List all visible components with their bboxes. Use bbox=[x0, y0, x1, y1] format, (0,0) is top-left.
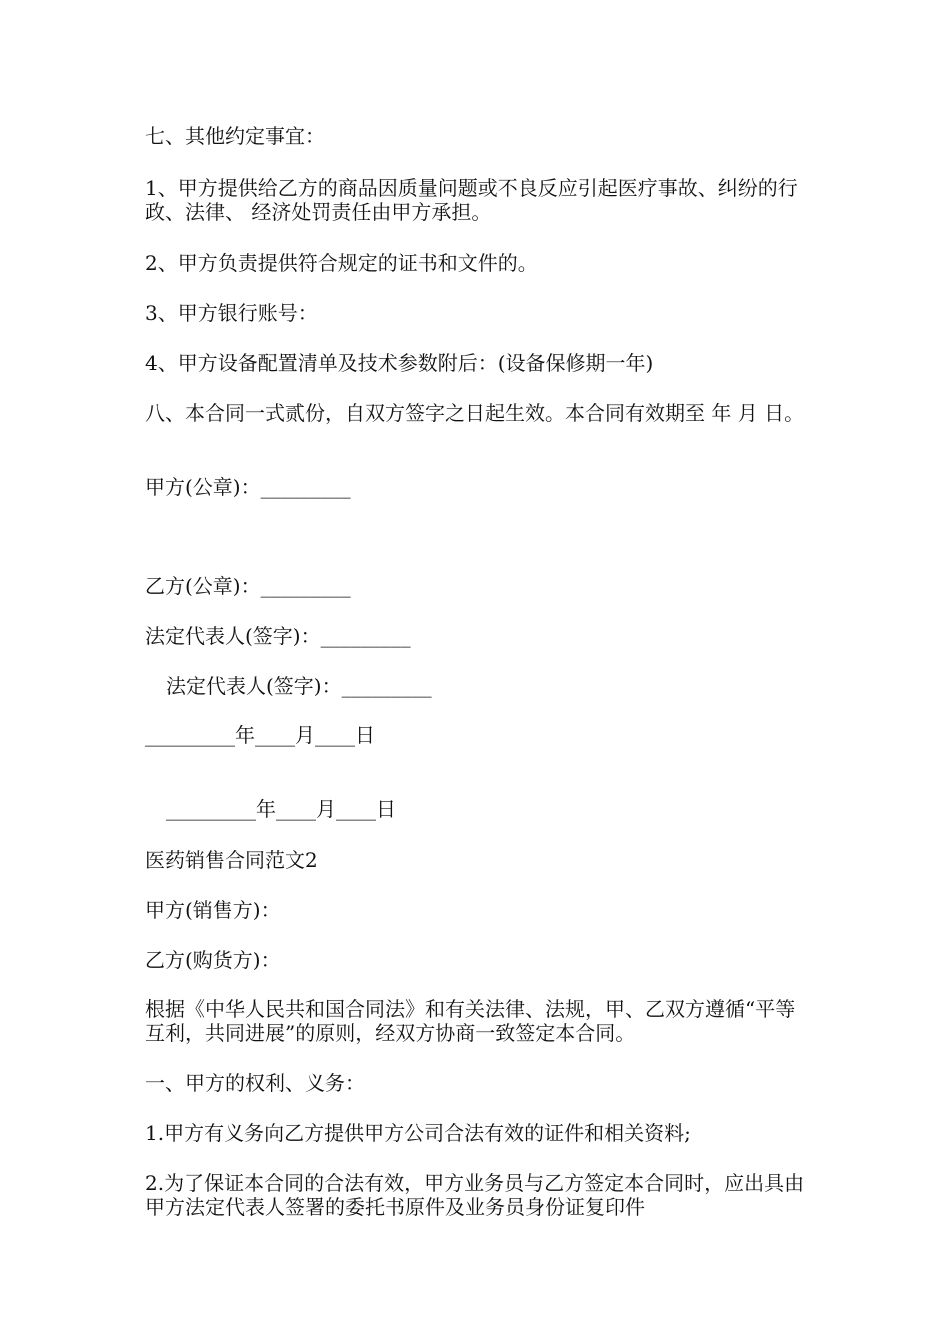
preamble-paragraph: 根据《中华人民共和国合同法》和有关法律、法规，甲、乙双方遵循“平等互利，共同进展”的原则，经双方协商一致签定本合同。 bbox=[145, 997, 796, 1045]
clause-7-1: 1、甲方提供给乙方的商品因质量问题或不良反应引起医疗事故、纠纷的行政、法律、 经济处罚责任由甲方承担。 bbox=[145, 176, 798, 224]
party-b-buyer-line: 乙方(购货方)： bbox=[145, 948, 281, 972]
section-1-heading: 一、甲方的权利、义务： bbox=[145, 1071, 365, 1095]
legal-rep-signature-line-a: 法定代表人(签字)：_________ bbox=[145, 624, 411, 648]
date-line-b: _________年____月____日 bbox=[166, 797, 396, 821]
party-b-seal-line: 乙方(公章)：_________ bbox=[145, 574, 351, 598]
contract-title-2: 医药销售合同范文2 bbox=[145, 848, 318, 872]
clause-1-2: 2.为了保证本合同的合法有效，甲方业务员与乙方签定本合同时，应出具由甲方法定代表人签署的委托书原件及业务员身份证复印件 bbox=[145, 1171, 805, 1219]
date-line-a: _________年____月____日 bbox=[145, 723, 375, 747]
clause-7-4: 4、甲方设备配置清单及技术参数附后：(设备保修期一年) bbox=[145, 351, 654, 375]
legal-rep-signature-line-b: 法定代表人(签字)：_________ bbox=[166, 674, 432, 698]
section-7-heading: 七、其他约定事宜： bbox=[145, 124, 325, 148]
clause-7-3: 3、甲方银行账号： bbox=[145, 301, 318, 325]
section-8-paragraph: 八、本合同一式贰份，自双方签字之日起生效。本合同有效期至 年 月 日。 bbox=[145, 401, 805, 425]
clause-1-1: 1.甲方有义务向乙方提供甲方公司合法有效的证件和相关资料; bbox=[145, 1121, 691, 1145]
party-a-seller-line: 甲方(销售方)： bbox=[145, 898, 281, 922]
party-a-seal-line: 甲方(公章)：_________ bbox=[145, 475, 351, 499]
clause-7-2: 2、甲方负责提供符合规定的证书和文件的。 bbox=[145, 251, 538, 275]
